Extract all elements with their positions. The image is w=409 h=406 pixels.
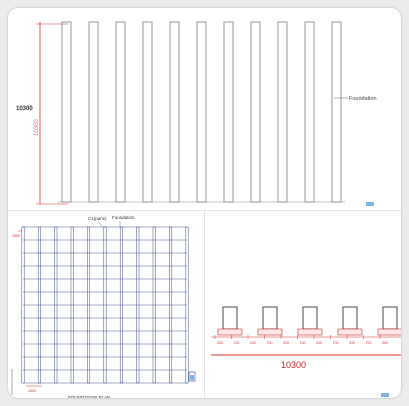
total-dimension: 10300 [281, 360, 307, 370]
plan-label-right: Foundation [112, 215, 135, 220]
dimension-label: 10300 [16, 106, 33, 112]
footing-column [383, 307, 397, 329]
footing-column [223, 307, 237, 329]
plan-leader-left [98, 222, 103, 227]
foundation-strip [251, 22, 260, 202]
strip-foundation-elevation [8, 8, 401, 208]
plan-side-dimension: 1500 [12, 234, 20, 238]
segment-dimension-label: 200 [349, 341, 355, 345]
segment-dimension-label: 700 [266, 341, 273, 345]
logo-icon [366, 202, 374, 206]
segment-dimension-label: 200 [250, 341, 256, 345]
segment-dimensions [215, 335, 388, 345]
foundation-strip [89, 22, 98, 202]
foundation-strip [278, 22, 287, 202]
plan-label-left: C1(pans) [88, 216, 107, 221]
plan-drawing [8, 211, 203, 398]
footing-base [338, 329, 362, 335]
foundation-strip [170, 22, 179, 202]
logo-icon [381, 393, 389, 397]
foundation-strip [143, 22, 152, 202]
footing-base [258, 329, 282, 335]
foundation-strip [305, 22, 314, 202]
foundation-strip [224, 22, 233, 202]
vertical-dimension-text: 10300 [34, 119, 40, 136]
drawing-sheet [8, 8, 401, 398]
plan-grid [22, 227, 188, 383]
segment-dimension-label: 700 [332, 341, 339, 345]
elevation-drawing [8, 8, 401, 208]
segment-dimension-label: 700 [365, 341, 372, 345]
foundation-strip [62, 22, 71, 202]
footing-base [378, 329, 401, 335]
foundation-section [204, 210, 401, 398]
foundation-strip [116, 22, 125, 202]
footing-column [303, 307, 317, 329]
segment-dimension-label: 700 [299, 341, 306, 345]
foundation-strip [197, 22, 206, 202]
foundation-strip [332, 22, 341, 202]
foundation-label: Foundation [349, 96, 377, 102]
plan-bottom-dimension: 1500 [28, 389, 36, 393]
plan-caption: FOUNDATION PLAN [68, 395, 111, 398]
footing-column [263, 307, 277, 329]
segment-dimension-label: 700 [233, 341, 240, 345]
segment-dimension-label: 200 [316, 341, 322, 345]
footings [218, 307, 401, 335]
foundation-plan [8, 210, 203, 398]
section-drawing [205, 211, 401, 398]
footing-base [218, 329, 242, 335]
segment-dimension-label: 200 [382, 341, 388, 345]
segment-dimension-label: 200 [283, 341, 289, 345]
foundation-strips [58, 22, 345, 202]
footing-base [298, 329, 322, 335]
segment-dimension-label: 200 [217, 341, 223, 345]
logo-icon [189, 372, 195, 381]
footing-column [343, 307, 357, 329]
